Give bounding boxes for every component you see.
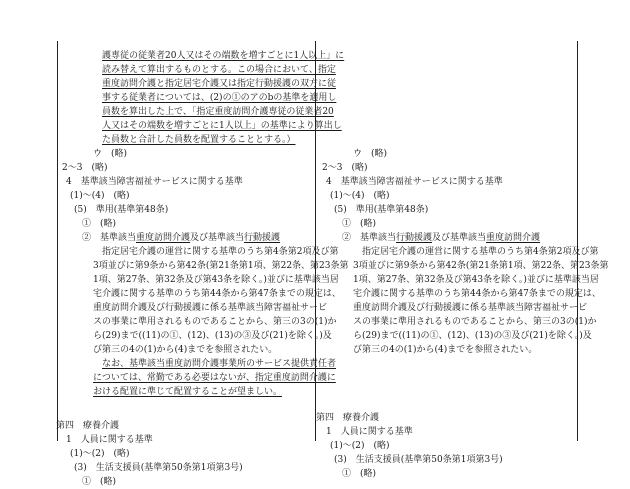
text-line: 指定居宅介護の運営に関する基準のうち第4条第2項及び第	[102, 247, 339, 257]
section-4-title: 第四 療養介護	[316, 413, 380, 423]
section-4-item-3: (3) 生活支援員(基準第50条第1項第3号)	[334, 455, 503, 465]
note-paragraph	[60, 357, 337, 399]
heading-underlined-term: 重度訪問介護	[486, 233, 541, 243]
item-u: ウ (略)	[93, 149, 128, 159]
section-4-item-3: (3) 生活支援員(基準第50条第1項第3号)	[74, 463, 243, 473]
top-underlined-paragraph	[60, 49, 345, 147]
text-line: については、常勤である必要はないが、指定重度訪問介護に	[93, 373, 336, 383]
text-line: 宅介護に関する基準のうち第44条から第47条までの規定は、	[353, 289, 601, 299]
section-4-item-1-2: (1)～(2) (略)	[330, 441, 390, 451]
text-line: 重度訪問介護及び行動援護に係る基準該当障害福祉サービ	[93, 303, 328, 313]
revised-text-column	[56, 49, 349, 489]
item-2-3: 2～3 (略)	[62, 163, 108, 173]
body-paragraph	[320, 245, 609, 357]
column-border-left	[57, 41, 58, 441]
text-line: 人又はその端数を増すごとに1人以上」の基準により算出し	[102, 121, 342, 131]
heading-underlined-term: 重度訪問介護	[136, 233, 191, 243]
text-line: 重度訪問介護及び行動援護に係る基準該当障害福祉サービ	[353, 303, 588, 313]
item-5-heading: (5) 準用(基準第48条)	[334, 205, 429, 215]
heading-middle: 及び基準該当	[432, 233, 487, 243]
text-line: 3項並びに第9条から第42条(第21条第1項、第22条、第23条第	[353, 261, 609, 271]
item-5-heading: (5) 準用(基準第48条)	[74, 205, 169, 215]
item-4-heading: 4 基準該当障害福祉サービスに関する基準	[326, 177, 503, 187]
text-line: おける配置に準じて配置することが望ましい。	[93, 387, 283, 397]
body-paragraph	[60, 245, 349, 357]
text-line: ら(29)まで((11)の①、(12)、(13)の③及び(21)を除く。)及	[353, 331, 592, 341]
text-line: 重度訪問介護と指定居宅介護又は指定行動援護の双方に従	[102, 79, 337, 89]
text-line: 1項、第27条、第32条及び第43条を除く。)並びに基準該当居	[353, 275, 599, 285]
item-2-3: 2～3 (略)	[322, 163, 368, 173]
text-line: スの事業に準用されるものであることから、第三の3の(1)か	[353, 317, 597, 327]
text-line: 1項、第27条、第32条及び第43条を除く。)並びに基準該当居	[93, 275, 339, 285]
item-circle-1: ① (略)	[82, 219, 117, 229]
text-line: び第三の4の(1)から(4)までを参照されたい。	[93, 345, 278, 355]
column-border-right	[577, 41, 578, 441]
item-circle-2-heading	[320, 231, 575, 245]
heading-middle: 及び基準該当	[190, 233, 245, 243]
section-4-title: 第四 療養介護	[56, 421, 120, 431]
text-line: スの事業に準用されるものであることから、第三の3の(1)か	[93, 317, 337, 327]
item-1-4: (1)～(4) (略)	[70, 191, 130, 201]
text-line: 宅介護に関する基準のうち第44条から第47条までの規定は、	[93, 289, 341, 299]
heading-underlined-term: 行動援護	[396, 233, 433, 243]
text-line: た員数と合計した員数を配置することとする。）	[102, 135, 296, 145]
heading-prefix: ② 基準該当	[82, 233, 137, 243]
section-4-circle-1: ① (略)	[82, 477, 117, 487]
heading-underlined-term: 行動援護	[244, 233, 281, 243]
text-line: 読み替えて算出するものとする。この場合において、指定	[102, 65, 336, 75]
item-u: ウ (略)	[353, 149, 388, 159]
section-4-item-1: 1 人員に関する基準	[66, 435, 153, 445]
text-line: ら(29)まで((11)の①、(12)、(13)の③及び(21)を除く。)及	[93, 331, 332, 341]
text-line: 指定居宅介護の運営に関する基準のうち第4条第2項及び第	[362, 247, 599, 257]
text-line: 員数を算出した上で、「指定重度訪問介護専従の従業者20	[102, 107, 334, 117]
section-4-item-1-2: (1)～(2) (略)	[70, 449, 130, 459]
text-line: 3項並びに第9条から第42条(第21条第1項、第22条、第23条第	[93, 261, 349, 271]
text-line: 護専従の従業者20人又はその端数を増すごとに1人以上」に	[102, 51, 345, 61]
item-circle-2-heading	[60, 231, 315, 245]
section-4-item-1: 1 人員に関する基準	[326, 427, 413, 437]
section-4-circle-1: ① (略)	[342, 469, 377, 479]
text-line: 事する従業者については、(2)の①のアのbの基準を適用し	[102, 93, 337, 103]
item-circle-1: ① (略)	[342, 219, 377, 229]
heading-prefix: ② 基準該当	[342, 233, 397, 243]
item-4-heading: 4 基準該当障害福祉サービスに関する基準	[66, 177, 243, 187]
text-line: なお、基準該当重度訪問介護事業所のサービス提供責任者	[102, 359, 337, 369]
item-1-4: (1)～(4) (略)	[330, 191, 390, 201]
current-text-column	[316, 49, 609, 481]
text-line: び第三の4の(1)から(4)までを参照されたい。	[353, 345, 538, 355]
